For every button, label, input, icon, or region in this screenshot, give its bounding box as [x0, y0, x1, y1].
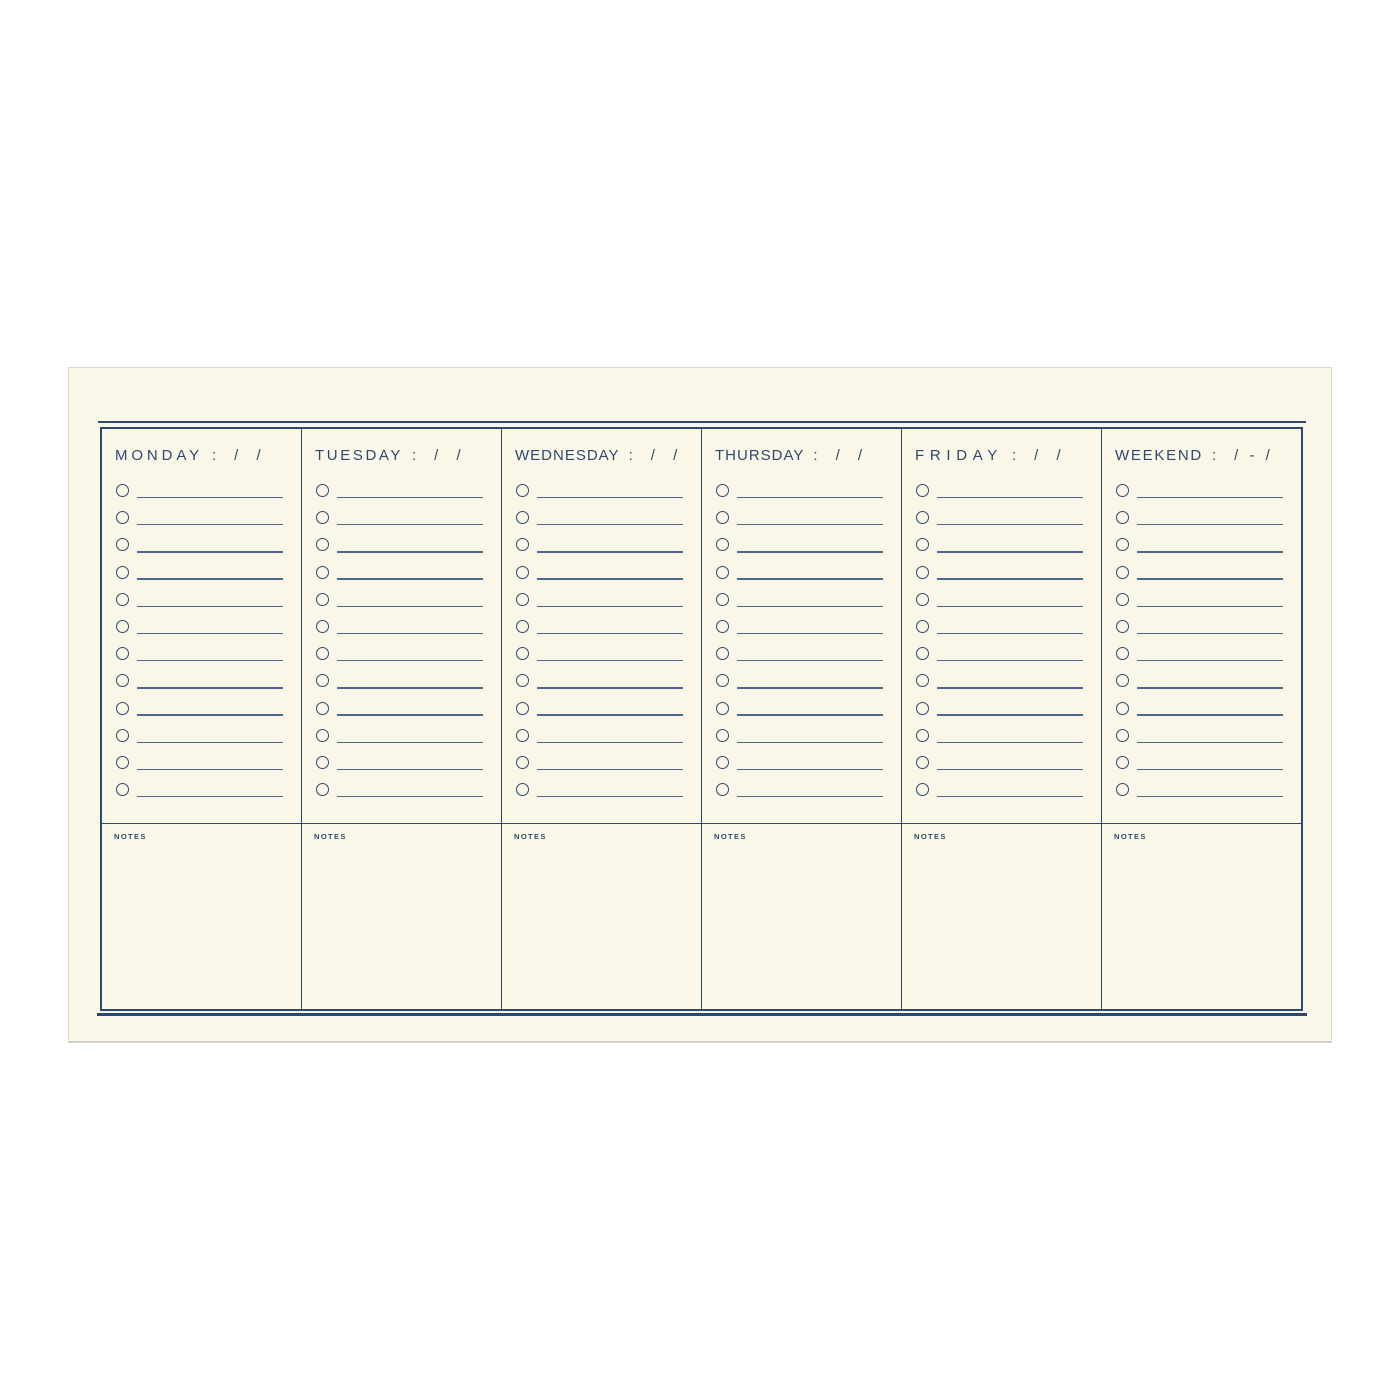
task-write-line [137, 796, 283, 797]
day-header [1102, 429, 1301, 477]
task-row [502, 776, 701, 803]
task-write-line [537, 796, 683, 797]
checkbox-circle-icon [916, 647, 929, 660]
checkbox-circle-icon [316, 538, 329, 551]
task-row [702, 613, 901, 640]
top-accent-rule [98, 421, 1306, 423]
checkbox-circle-icon [716, 674, 729, 687]
day-header [102, 429, 301, 477]
task-write-line [537, 633, 683, 634]
task-row [502, 504, 701, 531]
notes-label: NOTES [914, 832, 947, 841]
task-row [102, 504, 301, 531]
checkbox-circle-icon [516, 674, 529, 687]
task-row [902, 504, 1101, 531]
checkbox-circle-icon [516, 756, 529, 769]
task-write-line [137, 551, 283, 552]
task-write-line [337, 660, 483, 661]
task-write-line [337, 497, 483, 498]
checkbox-circle-icon [916, 593, 929, 606]
date-placeholder: / / [650, 447, 685, 464]
task-list [302, 477, 501, 803]
task-write-line [137, 633, 283, 634]
checkbox-circle-icon [716, 620, 729, 633]
task-row [302, 776, 501, 803]
task-row [502, 667, 701, 694]
day-column-friday [901, 429, 1101, 1009]
checkbox-circle-icon [1116, 511, 1129, 524]
task-row [1102, 559, 1301, 586]
day-header [502, 429, 701, 477]
checkbox-circle-icon [716, 566, 729, 579]
task-write-line [137, 714, 283, 715]
task-row [702, 504, 901, 531]
task-write-line [737, 524, 883, 525]
notes-label: NOTES [314, 832, 347, 841]
checkbox-circle-icon [1116, 620, 1129, 633]
bottom-accent-rule [97, 1013, 1307, 1016]
task-row [702, 559, 901, 586]
task-row [702, 586, 901, 613]
task-write-line [537, 524, 683, 525]
task-row [902, 477, 1101, 504]
task-write-line [737, 633, 883, 634]
checkbox-circle-icon [316, 484, 329, 497]
checkbox-circle-icon [716, 783, 729, 796]
task-row [1102, 586, 1301, 613]
task-row [1102, 504, 1301, 531]
task-row [902, 776, 1101, 803]
colon-separator: : [813, 447, 818, 464]
task-row [1102, 776, 1301, 803]
task-row [302, 504, 501, 531]
task-list [702, 477, 901, 803]
day-header [302, 429, 501, 477]
checkbox-circle-icon [1116, 538, 1129, 551]
date-placeholder: / / [1034, 447, 1068, 464]
task-write-line [137, 742, 283, 743]
task-row [302, 559, 501, 586]
notes-section [902, 823, 1101, 1009]
task-row [1102, 613, 1301, 640]
task-write-line [337, 633, 483, 634]
notes-section [302, 823, 501, 1009]
task-row [302, 531, 501, 558]
task-write-line [337, 769, 483, 770]
task-row [1102, 667, 1301, 694]
day-name-label: TUESDAY [315, 447, 403, 464]
task-write-line [537, 687, 683, 688]
checkbox-circle-icon [516, 783, 529, 796]
checkbox-circle-icon [516, 538, 529, 551]
checkbox-circle-icon [116, 538, 129, 551]
task-write-line [1137, 524, 1283, 525]
day-column-thursday [701, 429, 901, 1009]
checkbox-circle-icon [316, 729, 329, 742]
checkbox-circle-icon [116, 729, 129, 742]
task-row [102, 640, 301, 667]
checkbox-circle-icon [316, 702, 329, 715]
checkbox-circle-icon [916, 484, 929, 497]
task-write-line [337, 714, 483, 715]
task-write-line [137, 497, 283, 498]
task-write-line [337, 551, 483, 552]
task-row [302, 749, 501, 776]
checkbox-circle-icon [116, 783, 129, 796]
notes-label: NOTES [714, 832, 747, 841]
day-name-label: WEDNESDAY [515, 447, 620, 464]
task-write-line [737, 769, 883, 770]
task-write-line [937, 524, 1083, 525]
task-row [502, 586, 701, 613]
checkbox-circle-icon [116, 593, 129, 606]
checkbox-circle-icon [716, 511, 729, 524]
task-row [702, 722, 901, 749]
task-write-line [737, 714, 883, 715]
task-write-line [737, 687, 883, 688]
checkbox-circle-icon [316, 593, 329, 606]
checkbox-circle-icon [316, 511, 329, 524]
checkbox-circle-icon [1116, 702, 1129, 715]
task-row [302, 667, 501, 694]
task-row [102, 531, 301, 558]
task-write-line [1137, 633, 1283, 634]
task-row [902, 640, 1101, 667]
task-write-line [737, 551, 883, 552]
checkbox-circle-icon [1116, 783, 1129, 796]
checkbox-circle-icon [716, 756, 729, 769]
colon-separator: : [1212, 447, 1217, 464]
date-placeholder: / / [434, 447, 468, 464]
task-row [1102, 531, 1301, 558]
task-row [902, 531, 1101, 558]
task-row [302, 586, 501, 613]
day-name-label: FRIDAY [915, 447, 1003, 464]
task-row [102, 722, 301, 749]
checkbox-circle-icon [116, 756, 129, 769]
task-row [502, 722, 701, 749]
notes-label: NOTES [1114, 832, 1147, 841]
task-row [702, 667, 901, 694]
checkbox-circle-icon [316, 756, 329, 769]
task-row [902, 667, 1101, 694]
task-write-line [137, 769, 283, 770]
checkbox-circle-icon [116, 620, 129, 633]
day-header [702, 429, 901, 477]
checkbox-circle-icon [316, 783, 329, 796]
checkbox-circle-icon [716, 702, 729, 715]
task-row [502, 531, 701, 558]
task-write-line [137, 606, 283, 607]
task-write-line [1137, 742, 1283, 743]
task-write-line [1137, 606, 1283, 607]
task-list [902, 477, 1101, 803]
task-row [502, 559, 701, 586]
task-write-line [1137, 687, 1283, 688]
checkbox-circle-icon [916, 783, 929, 796]
checkbox-circle-icon [516, 484, 529, 497]
day-column-wednesday [501, 429, 701, 1009]
task-list [102, 477, 301, 803]
task-row [702, 640, 901, 667]
checkbox-circle-icon [716, 729, 729, 742]
task-write-line [937, 660, 1083, 661]
colon-separator: : [1012, 447, 1017, 464]
checkbox-circle-icon [516, 647, 529, 660]
task-row [502, 640, 701, 667]
task-row [1102, 722, 1301, 749]
checkbox-circle-icon [516, 702, 529, 715]
notes-section [102, 823, 301, 1009]
task-write-line [1137, 769, 1283, 770]
checkbox-circle-icon [316, 620, 329, 633]
task-write-line [337, 578, 483, 579]
checkbox-circle-icon [916, 566, 929, 579]
checkbox-circle-icon [116, 484, 129, 497]
task-write-line [1137, 551, 1283, 552]
task-row [302, 722, 501, 749]
day-column-tuesday [301, 429, 501, 1009]
day-name-label: THURSDAY [715, 447, 805, 464]
checkbox-circle-icon [916, 702, 929, 715]
checkbox-circle-icon [916, 729, 929, 742]
date-placeholder: / / [234, 447, 268, 464]
checkbox-circle-icon [516, 593, 529, 606]
notes-section [702, 823, 901, 1009]
checkbox-circle-icon [1116, 566, 1129, 579]
task-write-line [137, 524, 283, 525]
task-write-line [937, 769, 1083, 770]
task-row [1102, 640, 1301, 667]
task-write-line [1137, 660, 1283, 661]
task-write-line [537, 742, 683, 743]
task-row [102, 749, 301, 776]
date-placeholder: / - / [1234, 447, 1274, 464]
notes-label: NOTES [114, 832, 147, 841]
colon-separator: : [628, 447, 633, 464]
checkbox-circle-icon [116, 511, 129, 524]
planner-sheet [68, 367, 1332, 1043]
checkbox-circle-icon [316, 566, 329, 579]
task-write-line [1137, 796, 1283, 797]
task-row [902, 586, 1101, 613]
day-column-weekend [1101, 429, 1301, 1009]
day-column-monday [102, 429, 301, 1009]
task-write-line [1137, 714, 1283, 715]
checkbox-circle-icon [1116, 729, 1129, 742]
task-write-line [937, 687, 1083, 688]
task-row [102, 776, 301, 803]
checkbox-circle-icon [316, 674, 329, 687]
checkbox-circle-icon [516, 620, 529, 633]
task-list [502, 477, 701, 803]
checkbox-circle-icon [1116, 593, 1129, 606]
task-write-line [337, 796, 483, 797]
task-write-line [737, 742, 883, 743]
task-row [902, 695, 1101, 722]
task-write-line [937, 606, 1083, 607]
task-row [702, 531, 901, 558]
task-row [102, 586, 301, 613]
day-name-label: MONDAY [115, 447, 203, 464]
checkbox-circle-icon [516, 511, 529, 524]
task-write-line [937, 714, 1083, 715]
task-row [902, 722, 1101, 749]
task-row [302, 613, 501, 640]
task-row [902, 749, 1101, 776]
task-write-line [937, 796, 1083, 797]
checkbox-circle-icon [716, 484, 729, 497]
task-row [302, 695, 501, 722]
task-write-line [337, 687, 483, 688]
task-write-line [937, 497, 1083, 498]
task-write-line [1137, 578, 1283, 579]
day-name-label: WEEKEND [1115, 447, 1203, 464]
checkbox-circle-icon [716, 647, 729, 660]
checkbox-circle-icon [516, 566, 529, 579]
task-write-line [137, 578, 283, 579]
task-write-line [537, 606, 683, 607]
task-write-line [737, 796, 883, 797]
task-row [302, 477, 501, 504]
task-row [702, 776, 901, 803]
task-row [1102, 749, 1301, 776]
task-write-line [737, 497, 883, 498]
task-write-line [937, 551, 1083, 552]
checkbox-circle-icon [916, 511, 929, 524]
weekly-planner-grid [100, 427, 1303, 1011]
checkbox-circle-icon [916, 756, 929, 769]
task-row [1102, 695, 1301, 722]
task-write-line [537, 714, 683, 715]
task-row [702, 477, 901, 504]
checkbox-circle-icon [716, 538, 729, 551]
checkbox-circle-icon [1116, 484, 1129, 497]
checkbox-circle-icon [116, 647, 129, 660]
task-row [502, 613, 701, 640]
checkbox-circle-icon [116, 566, 129, 579]
checkbox-circle-icon [716, 593, 729, 606]
checkbox-circle-icon [1116, 756, 1129, 769]
task-row [102, 477, 301, 504]
task-write-line [937, 633, 1083, 634]
notes-section [1102, 823, 1301, 1009]
task-write-line [137, 660, 283, 661]
task-row [502, 695, 701, 722]
task-write-line [537, 660, 683, 661]
task-row [302, 640, 501, 667]
task-row [102, 559, 301, 586]
checkbox-circle-icon [916, 674, 929, 687]
task-write-line [537, 578, 683, 579]
checkbox-circle-icon [316, 647, 329, 660]
task-write-line [537, 769, 683, 770]
task-row [102, 613, 301, 640]
task-row [902, 559, 1101, 586]
checkbox-circle-icon [1116, 647, 1129, 660]
task-write-line [337, 606, 483, 607]
task-write-line [137, 687, 283, 688]
task-row [502, 749, 701, 776]
checkbox-circle-icon [116, 702, 129, 715]
task-write-line [337, 524, 483, 525]
checkbox-circle-icon [916, 538, 929, 551]
task-write-line [737, 606, 883, 607]
task-write-line [337, 742, 483, 743]
checkbox-circle-icon [916, 620, 929, 633]
notes-section [502, 823, 701, 1009]
task-row [102, 695, 301, 722]
task-row [902, 613, 1101, 640]
task-row [702, 749, 901, 776]
task-write-line [937, 742, 1083, 743]
task-write-line [737, 578, 883, 579]
task-write-line [737, 660, 883, 661]
date-placeholder: / / [835, 447, 870, 464]
task-list [1102, 477, 1301, 803]
notes-label: NOTES [514, 832, 547, 841]
task-write-line [937, 578, 1083, 579]
task-write-line [537, 497, 683, 498]
day-header [902, 429, 1101, 477]
task-write-line [1137, 497, 1283, 498]
colon-separator: : [412, 447, 417, 464]
task-row [702, 695, 901, 722]
task-row [1102, 477, 1301, 504]
task-write-line [537, 551, 683, 552]
task-row [102, 667, 301, 694]
checkbox-circle-icon [116, 674, 129, 687]
checkbox-circle-icon [1116, 674, 1129, 687]
checkbox-circle-icon [516, 729, 529, 742]
task-row [502, 477, 701, 504]
colon-separator: : [212, 447, 217, 464]
